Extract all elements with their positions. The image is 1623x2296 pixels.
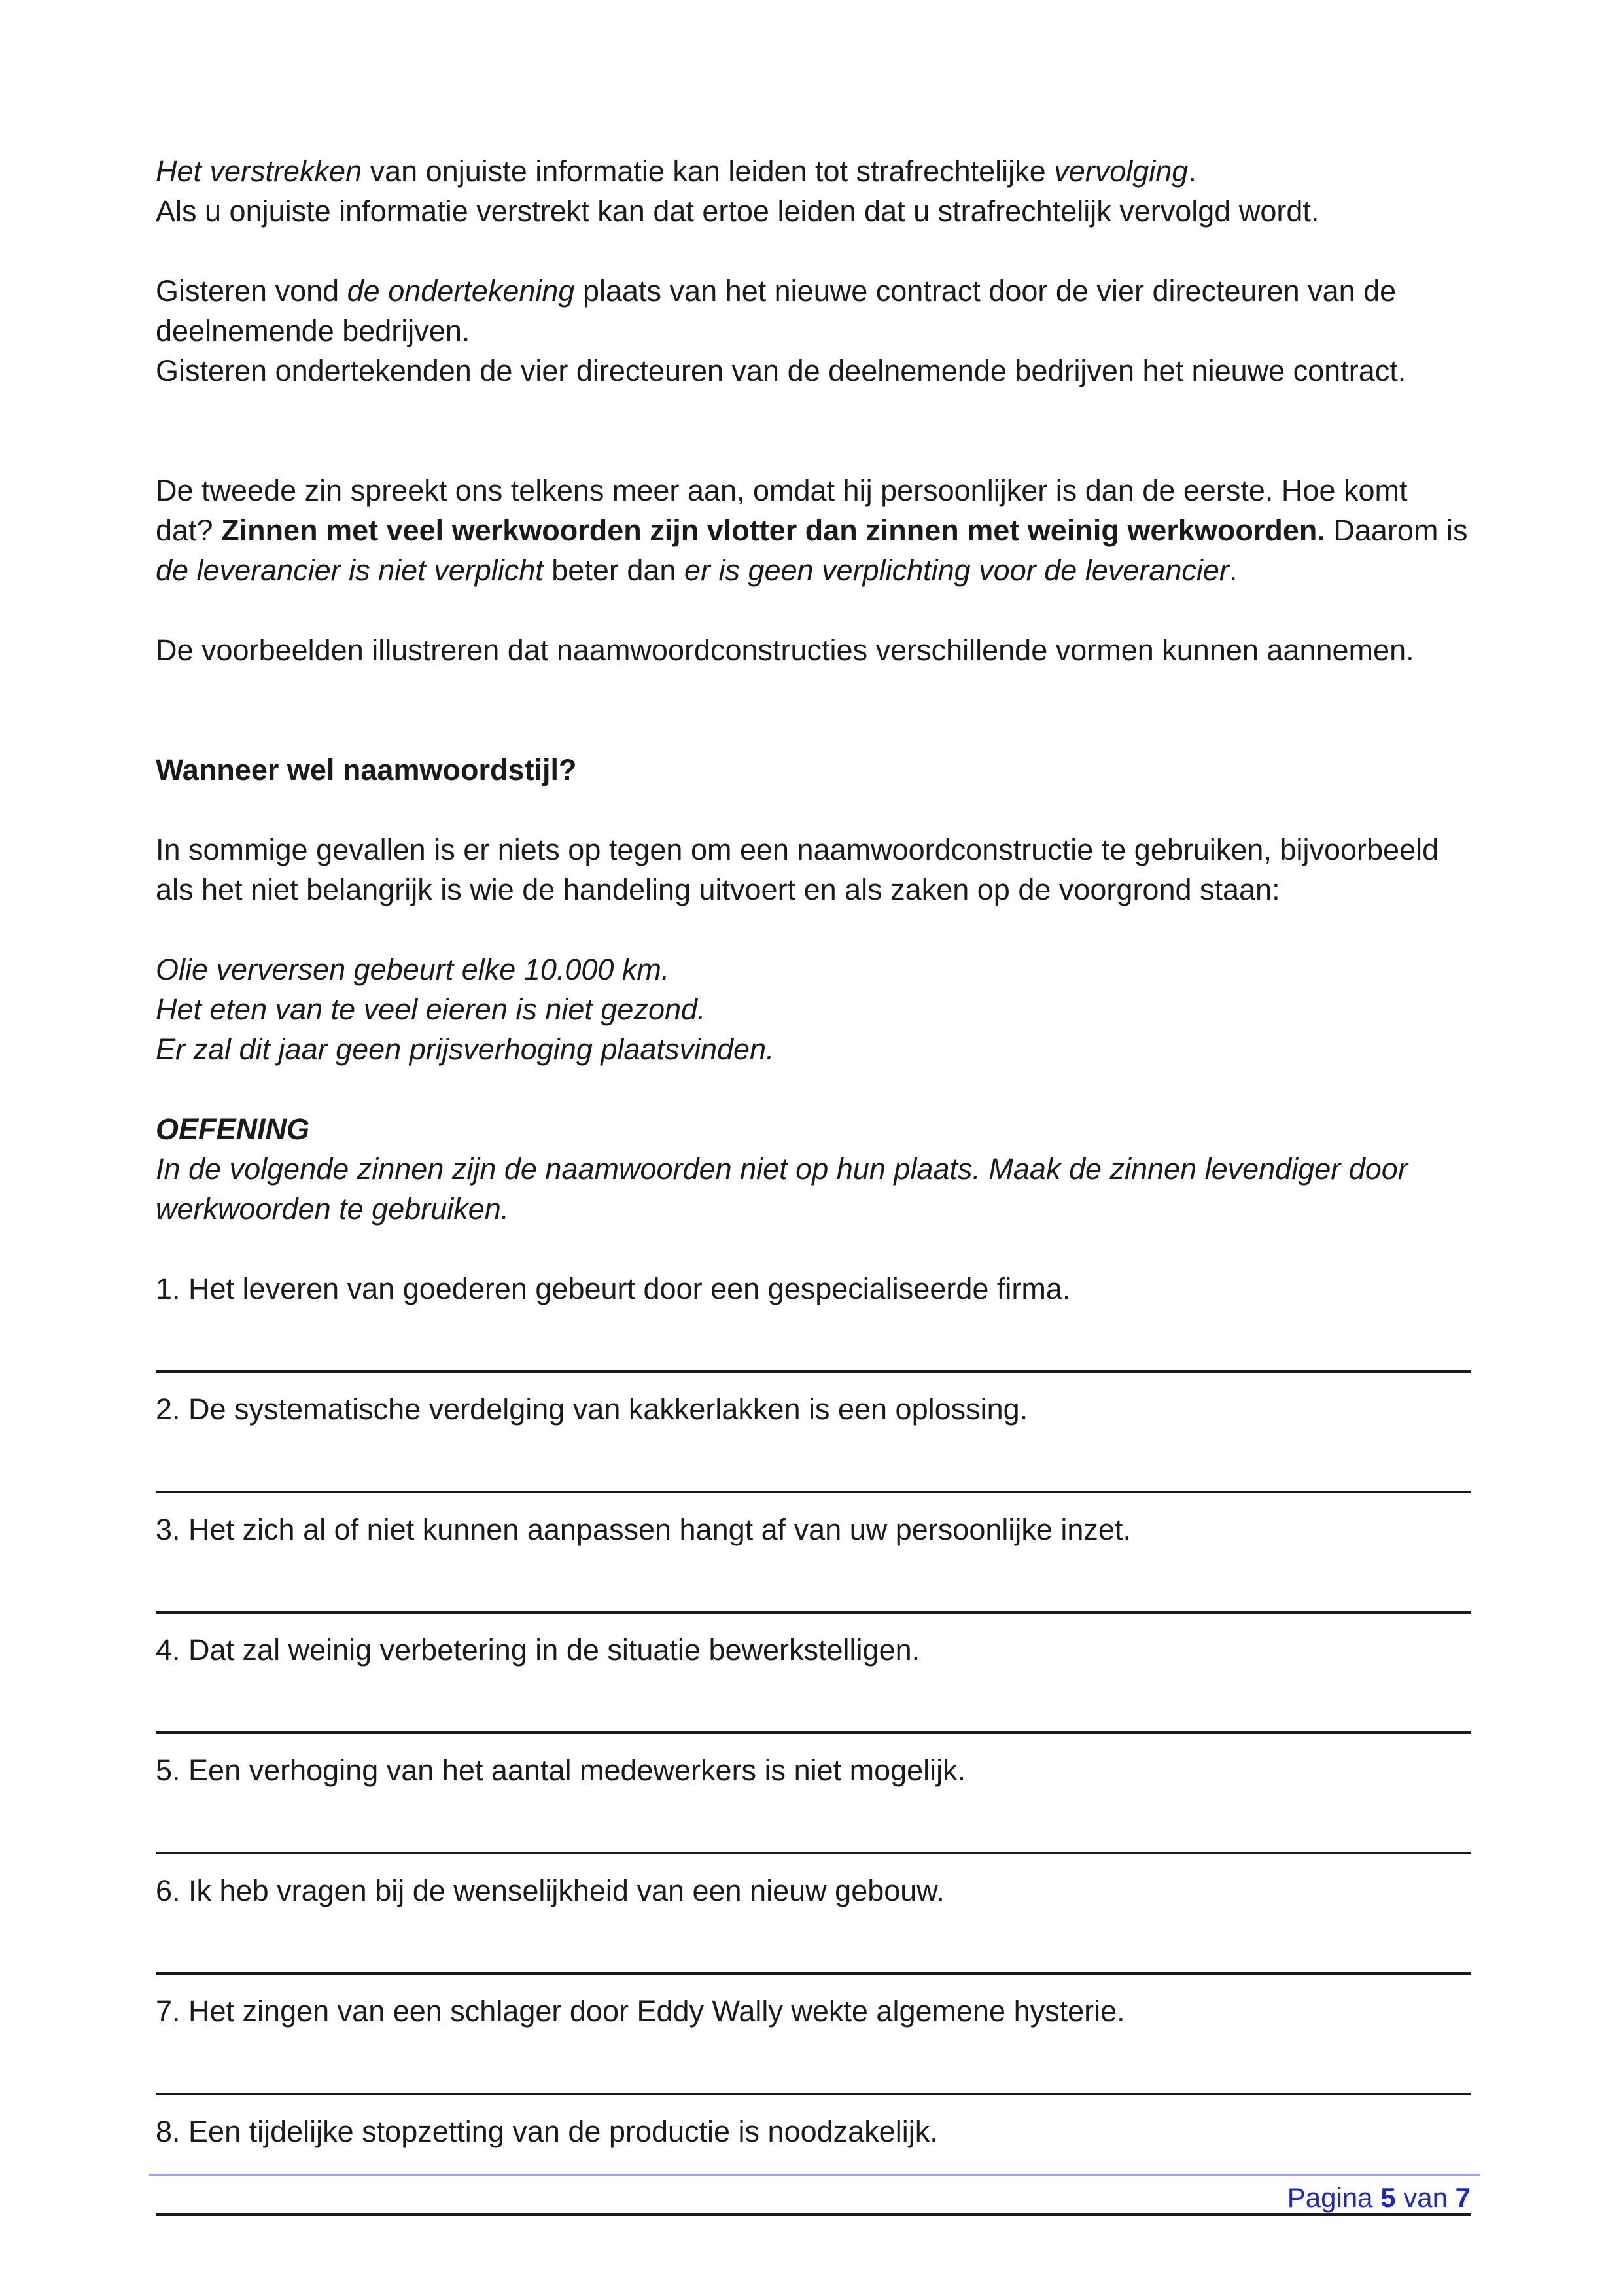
footer-divider (149, 2174, 1480, 2176)
exercise-sentence: 3. Het zich al of niet kunnen aanpassen hangt af van uw persoonlijke inzet. (156, 1513, 1131, 1546)
exercise-item (156, 1630, 1471, 1734)
exercise-sentence: 6. Ik heb vragen bij de wenselijkheid van een nieuw gebouw. (156, 1874, 945, 1907)
example-2-nominal: Gisteren vond de ondertekening plaats van het nieuwe contract door de vier directeuren van de deelnemende bedrijven. (156, 274, 1397, 347)
answer-line[interactable] (156, 1731, 1471, 1734)
exercise-item (156, 1510, 1471, 1614)
section-examples (156, 949, 1471, 1069)
example-1-nominal: Het verstrekken van onjuiste informatie kan leiden tot strafrechtelijke vervolging. (156, 154, 1196, 188)
answer-line[interactable] (156, 1491, 1471, 1493)
example-2-verbal: Gisteren ondertekenden de vier directeuren van de deelnemende bedrijven het nieuwe contract. (156, 354, 1406, 387)
illustration-paragraph: De voorbeelden illustreren dat naamwoordconstructies verschillende vormen kunnen aannemen. (156, 633, 1414, 667)
answer-line[interactable] (156, 1370, 1471, 1373)
exercise-item (156, 1389, 1471, 1493)
exercise-item (156, 2111, 1471, 2216)
exercise-sentence: 7. Het zingen van een schlager door Eddy Wally wekte algemene hysterie. (156, 1994, 1125, 2028)
answer-line[interactable] (156, 1972, 1471, 1975)
example-1-verbal: Als u onjuiste informatie verstrekt kan dat ertoe leiden dat u strafrechtelijk vervolgd wordt. (156, 194, 1319, 228)
exercise-sentence: 4. Dat zal weinig verbetering in de situatie bewerkstelligen. (156, 1633, 920, 1667)
exercise-sentence: 2. De systematische verdelging van kakkerlakken is een oplossing. (156, 1392, 1028, 1426)
exercise-item (156, 1269, 1471, 1373)
exercise-sentence: 1. Het leveren van goederen gebeurt door een gespecialiseerde firma. (156, 1272, 1071, 1305)
section-example: Het eten van te veel eieren is niet gezond. (156, 993, 706, 1026)
exercise-item (156, 1750, 1471, 1854)
answer-line[interactable] (156, 2093, 1471, 2095)
answer-line[interactable] (156, 1852, 1471, 1854)
explanation-paragraph: De tweede zin spreekt ons telkens meer aan, omdat hij persoonlijker is dan de eerste. Hoe komt dat? Zinnen met veel werkwoorden zijn vlotter dan zinnen met weinig werkwoorden. Daarom is de leverancier is niet verplicht beter dan er is geen verplichting voor de leverancier. (156, 474, 1468, 587)
section-example: Olie verversen gebeurt elke 10.000 km. (156, 953, 670, 986)
exercise-title: OEFENING (156, 1112, 310, 1146)
exercise-item (156, 1871, 1471, 1975)
answer-line[interactable] (156, 1611, 1471, 1614)
document-body (156, 151, 1471, 2232)
exercise-item (156, 1991, 1471, 2095)
answer-line[interactable] (156, 2213, 1471, 2216)
section-intro: In sommige gevallen is er niets op tegen om een naamwoordconstructie te gebruiken, bijvoorbeeld als het niet belangrijk is wie de handeling uitvoert en als zaken op de voorgrond staan: (156, 833, 1439, 906)
exercise-instruction: In de volgende zinnen zijn de naamwoorden niet op hun plaats. Maak de zinnen levendiger door werkwoorden te gebruiken. (156, 1152, 1408, 1226)
page-number: Pagina 5 van 7 (1287, 2182, 1471, 2213)
section-heading: Wanneer wel naamwoordstijl? (156, 753, 577, 786)
exercise-sentence: 8. Een tijdelijke stopzetting van de productie is noodzakelijk. (156, 2115, 938, 2148)
section-example: Er zal dit jaar geen prijsverhoging plaatsvinden. (156, 1033, 775, 1066)
exercise-list (156, 1269, 1471, 2216)
exercise-sentence: 5. Een verhoging van het aantal medewerkers is niet mogelijk. (156, 1754, 966, 1787)
